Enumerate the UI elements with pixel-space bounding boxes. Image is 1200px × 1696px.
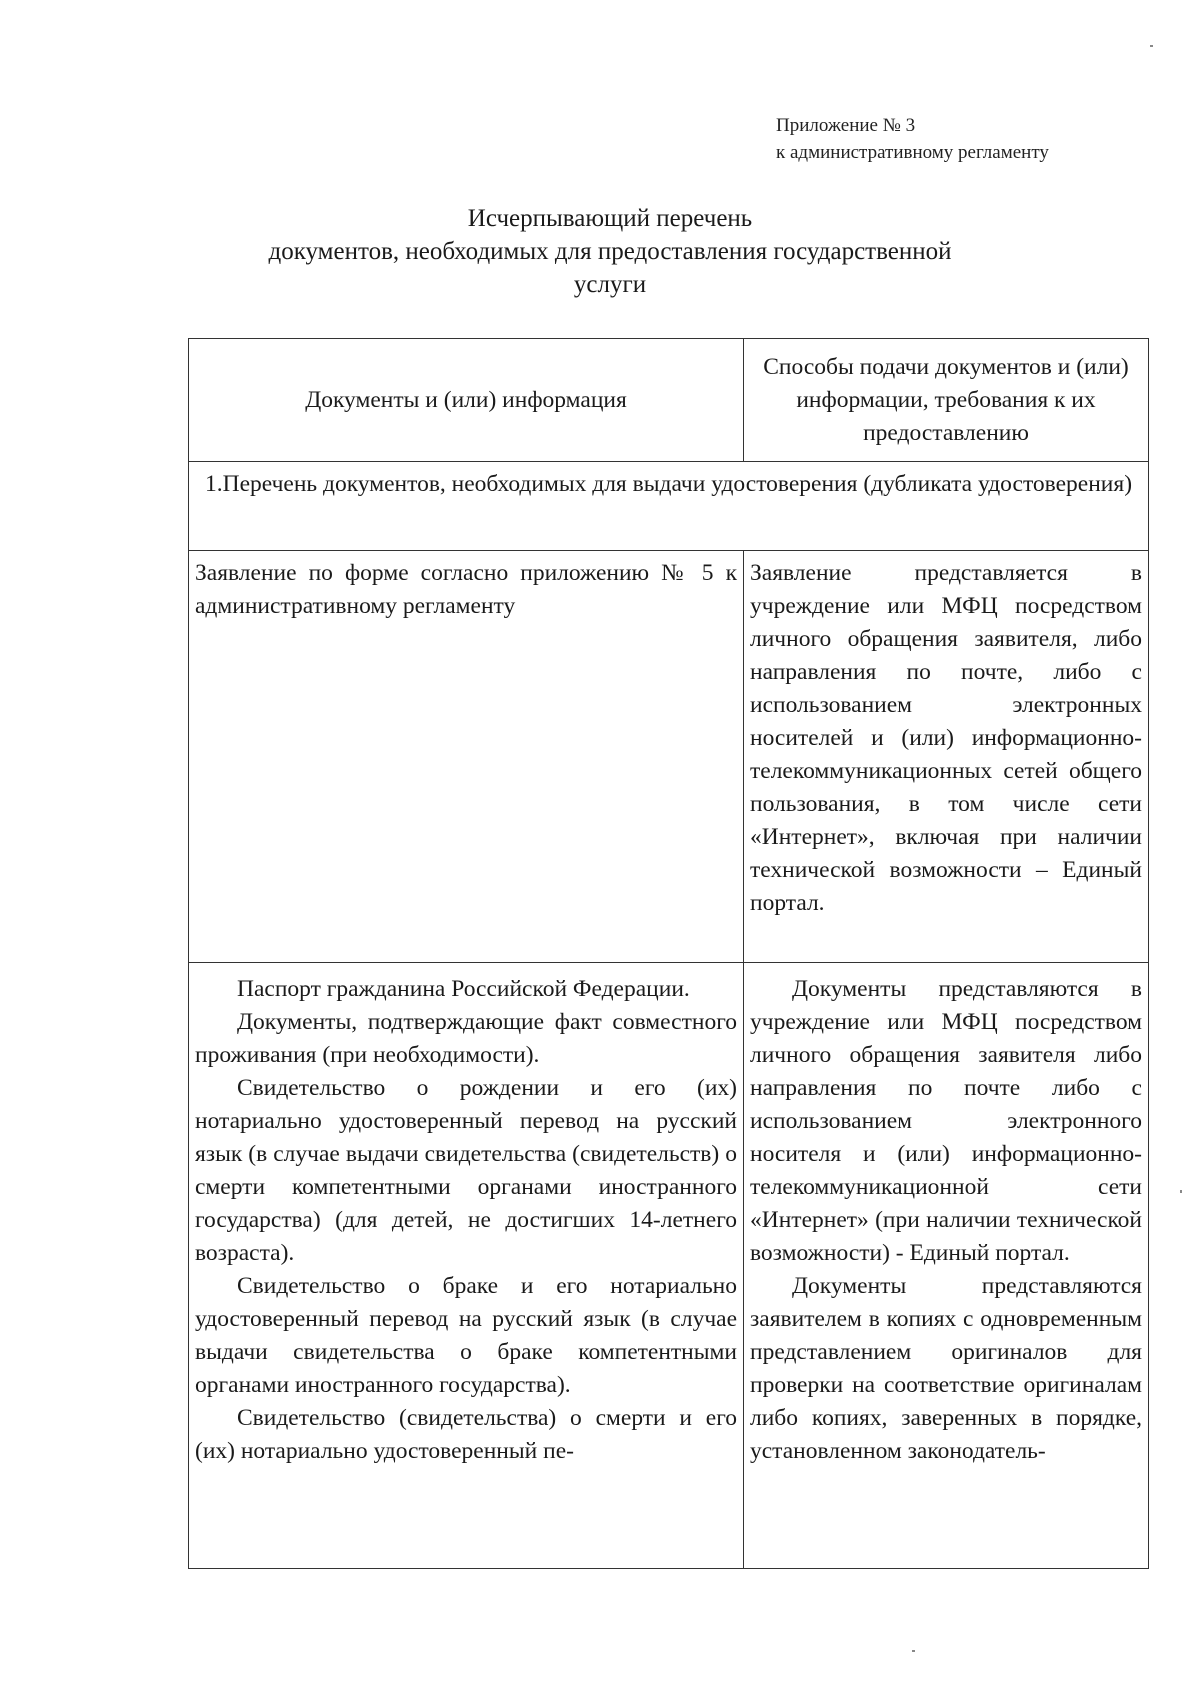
header-submission-methods: Способы подачи документов и (или) информации, требования к их предоставлению bbox=[744, 339, 1149, 462]
cell-documents-list bbox=[189, 963, 744, 1569]
title-line-3: услуги bbox=[573, 271, 647, 298]
annex-line-1: Приложение № 3 bbox=[776, 115, 916, 136]
header-documents: Документы и (или) информация bbox=[189, 339, 744, 462]
documents-paragraph: Свидетельство (свидетельства) о смерти и его (их) нотариально удостоверенный пе- bbox=[195, 1405, 737, 1464]
cell-application-method bbox=[744, 551, 1149, 963]
documents-paragraph: Свидетельство о браке и его нотариально удостоверенный перевод на русский язык (в случае выдачи свидетельства о браке компетентными органами иностранного государства). bbox=[195, 1273, 737, 1398]
table-row bbox=[189, 963, 1149, 1569]
table-header-row bbox=[189, 339, 1149, 462]
documents-paragraph: Паспорт гражданина Российской Федерации. bbox=[237, 976, 690, 1002]
documents-table bbox=[188, 338, 1149, 1569]
cell-documents-methods bbox=[744, 963, 1149, 1569]
title-line-2: документов, необходимых для предоставления государственной bbox=[268, 238, 952, 265]
cell-application-document bbox=[189, 551, 744, 963]
methods-paragraph: Документы представляются в учреждение или МФЦ посредством личного обращения заявителя либо направления по почте либо с использованием электронного носителя и (или) информационно-телекоммуникационной сети «Интернет» (при наличии технической возможности) - Единый портал. bbox=[750, 976, 1142, 1266]
application-document-text: Заявление по форме согласно приложению № 5 к административному регламенту bbox=[195, 560, 737, 619]
document-title bbox=[230, 202, 990, 301]
annex-note bbox=[776, 112, 1049, 166]
scan-speck bbox=[912, 1650, 915, 1652]
table-row bbox=[189, 551, 1149, 963]
section-heading: 1.Перечень документов, необходимых для выдачи удостоверения (дубликата удостоверения) bbox=[189, 462, 1149, 551]
documents-paragraph: Свидетельство о рождении и его (их) нотариально удостоверенный перевод на русский язык (в случае выдачи свидетельства (свидетельств) о смерти компетентными органами иностранного государства) (для детей, не достигших 14-летнего возраста). bbox=[195, 1075, 737, 1266]
application-method-text: Заявление представляется в учреждение или МФЦ посредством личного обращения заявителя, либо направления по почте, либо с использованием электронных носителей и (или) информационно-телекоммуникационных сетей общего пользования, в том числе сети «Интернет», включая при наличии технической возможности – Единый портал. bbox=[750, 560, 1142, 916]
table-section-row bbox=[189, 462, 1149, 551]
title-line-1: Исчерпывающий перечень bbox=[467, 205, 753, 232]
documents-paragraph: Документы, подтверждающие факт совместного проживания (при необходимости). bbox=[195, 1009, 737, 1068]
scan-speck bbox=[1150, 45, 1153, 47]
scan-speck bbox=[1180, 1190, 1182, 1193]
methods-paragraph: Документы представляются заявителем в копиях с одновременным представлением оригиналов для проверки на соответствие оригиналам либо копиях, заверенных в порядке, установленном законодатель- bbox=[750, 1273, 1142, 1464]
annex-line-2: к административному регламенту bbox=[776, 142, 1049, 163]
